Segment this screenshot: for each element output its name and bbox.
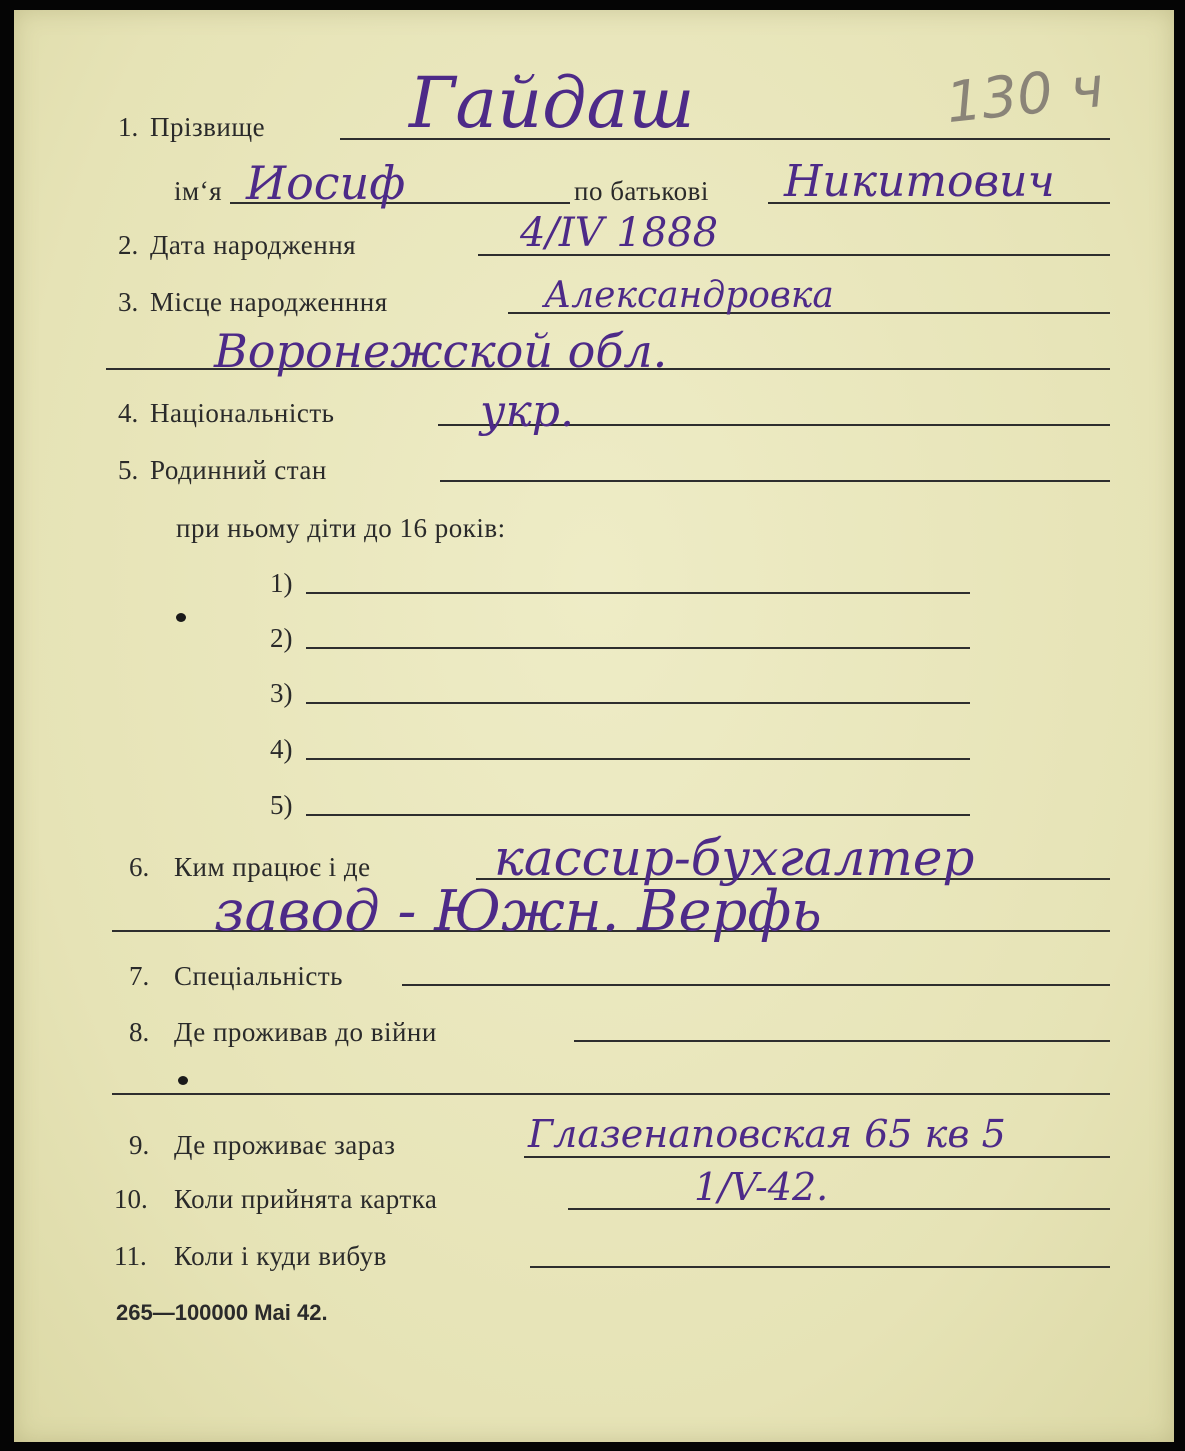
line-child [306, 758, 970, 760]
line-child [306, 592, 970, 594]
line-departure [530, 1266, 1110, 1268]
label-marital-status: Родинний стан [150, 455, 327, 485]
line-prewar-address-2 [112, 1093, 1110, 1095]
item-number: 8. [129, 1017, 150, 1047]
child-number: 2) [270, 623, 293, 653]
line-marital-status [440, 480, 1110, 482]
hw-card-accepted: 1/V-42. [694, 1165, 829, 1209]
punch-hole [176, 613, 186, 622]
item-number: 6. [129, 852, 150, 882]
line-specialty [402, 984, 1110, 986]
pencil-note: 130 ч [942, 54, 1107, 137]
item-number: 2. [118, 230, 139, 260]
line-child [306, 814, 970, 816]
hw-work-1: кассир-бухгалтер [494, 829, 975, 887]
hw-current-address: Глазенаповская 65 кв 5 [528, 1112, 1006, 1156]
line-prewar-address-1 [574, 1040, 1110, 1042]
item-number: 3. [118, 287, 139, 317]
hw-birthplace-2: Воронежской обл. [214, 324, 668, 378]
hw-nationality: укр. [480, 386, 574, 437]
child-number: 3) [270, 678, 293, 708]
label-specialty: Спеціальність [174, 961, 343, 991]
punch-hole [178, 1076, 188, 1085]
item-number: 1. [118, 112, 139, 142]
label-departure: Коли і куди вибув [174, 1241, 387, 1271]
registration-card [14, 10, 1174, 1442]
label-birthplace: Місце народженння [150, 287, 388, 317]
hw-birthplace-1: Александровка [544, 275, 834, 316]
item-number: 7. [129, 961, 150, 991]
hw-surname: Гайдаш [409, 62, 695, 144]
line-child [306, 702, 970, 704]
label-surname: Прізвище [150, 112, 266, 142]
label-birth-date: Дата народження [150, 230, 357, 260]
hw-first-name: Иосиф [246, 156, 406, 210]
label-nationality: Національність [150, 398, 335, 428]
hw-patronymic: Никитович [784, 156, 1055, 207]
label-patronymic: по батькові [574, 176, 709, 206]
item-number: 10. [114, 1184, 148, 1214]
label-prewar-address: Де проживав до війни [174, 1017, 437, 1047]
printer-mark: 265—100000 Mai 42. [116, 1300, 328, 1325]
item-number: 5. [118, 455, 139, 485]
line-card-accepted [568, 1208, 1110, 1210]
label-work: Ким працює і де [174, 852, 371, 882]
label-children: при ньому діти до 16 років: [176, 513, 506, 543]
item-number: 9. [129, 1130, 150, 1160]
item-number: 11. [114, 1241, 147, 1271]
item-number: 4. [118, 398, 139, 428]
hw-work-2: завод - Южн. Верфь [214, 879, 822, 944]
child-number: 5) [270, 790, 293, 820]
hw-birth-date: 4/IV 1888 [520, 210, 719, 256]
label-first-name: ім‘я [174, 176, 222, 206]
child-number: 4) [270, 734, 293, 764]
child-number: 1) [270, 568, 293, 598]
line-current-address [524, 1156, 1110, 1158]
label-current-address: Де проживає зараз [174, 1130, 396, 1160]
line-child [306, 647, 970, 649]
label-card-accepted: Коли прийнята картка [174, 1184, 438, 1214]
